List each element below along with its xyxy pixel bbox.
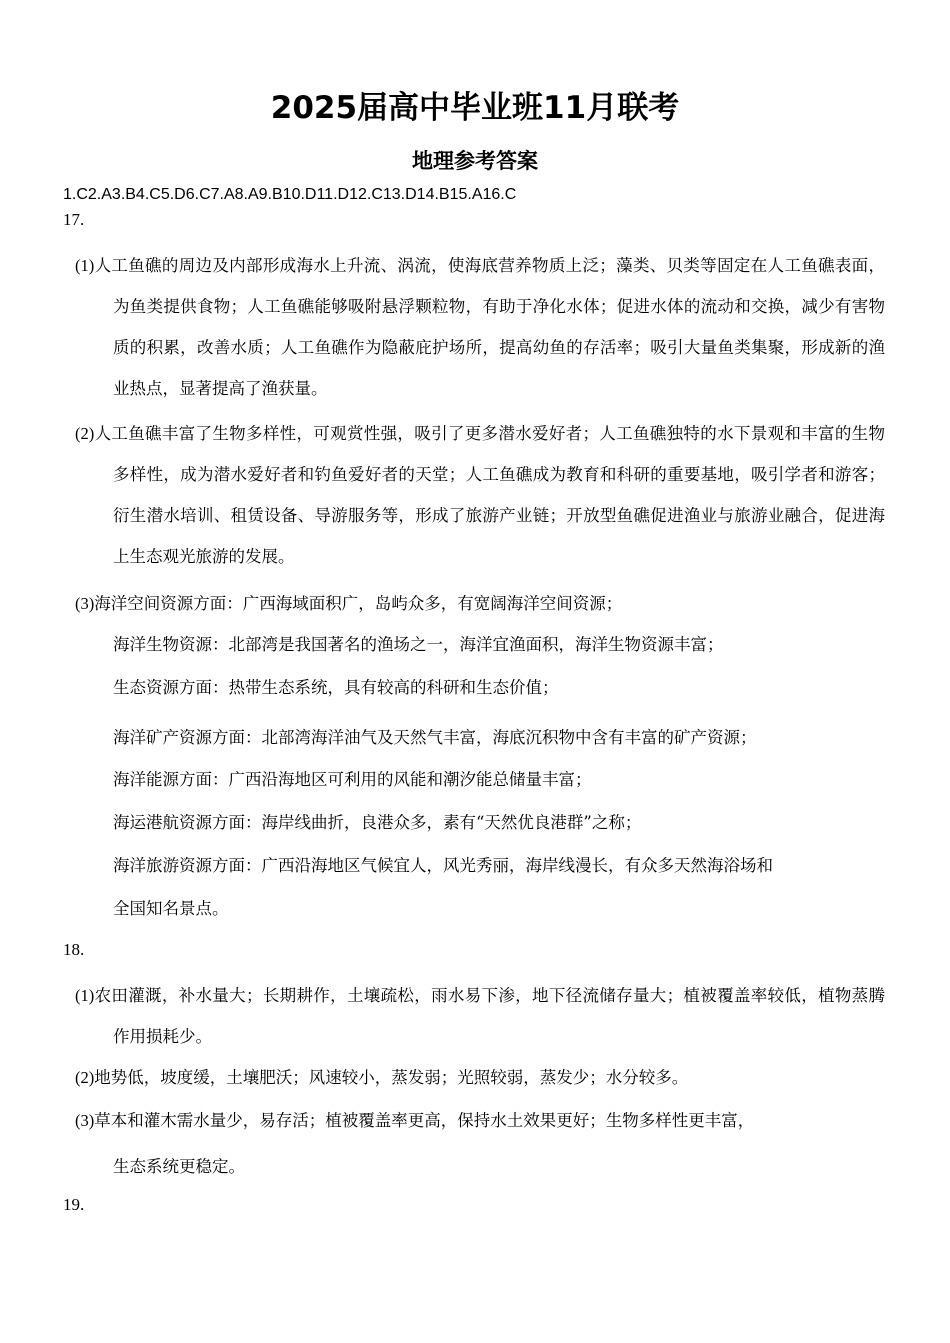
page-subtitle: 地理参考答案: [412, 149, 538, 173]
multiple-choice-answers: 1.C2.A3.B4.C5.D6.C7.A8.A9.B10.D11.D12.C13.D14.B15.A16.C: [63, 186, 517, 203]
q17-part3-line2: 海洋生物资源：北部湾是我国著名的渔场之一，海洋宜渔面积，海洋生物资源丰富；: [113, 635, 724, 654]
q18-part2: [75, 1066, 688, 1090]
q18-part3-line2: 生态系统更稳定。: [113, 1157, 245, 1176]
q17-part2: [75, 413, 885, 577]
q17-part3-number: (3): [75, 594, 95, 613]
q17-part3-line5: 海洋能源方面：广西沿海地区可利用的风能和潮汐能总储量丰富；: [113, 770, 592, 789]
q17-part3-line6: 海运港航资源方面：海岸线曲折，良港众多，素有“天然优良港群”之称；: [113, 813, 642, 832]
q18-part1: [75, 975, 885, 1057]
q17-part2-number: (2): [75, 424, 95, 443]
q17-part3-line8: 全国知名景点。: [113, 899, 229, 918]
q18-part1-text: 农田灌溉，补水量大；长期耕作，土壤疏松，雨水易下渗，地下径流储存量大；植被覆盖率较低，植物蒸腾作用损耗少。: [94, 986, 885, 1046]
question-18-number: 18.: [63, 940, 85, 959]
question-17-number: 17.: [63, 210, 85, 229]
q17-part2-text: 人工鱼礁丰富了生物多样性，可观赏性强，吸引了更多潜水爱好者；人工鱼礁独特的水下景观和丰富的生物多样性，成为潜水爱好者和钓鱼爱好者的天堂；人工鱼礁成为教育和科研的重要基地，吸引学者和游客；衍生潜水培训、租赁设备、导游服务等，形成了旅游产业链；开放型鱼礁促进渔业与旅游业融合，促进海上生态观光旅游的发展。: [94, 424, 885, 566]
q18-part2-number: (2): [75, 1068, 95, 1087]
page-title: 2025届高中毕业班11月联考: [270, 90, 680, 126]
q18-part2-text: 地势低，坡度缓，土壤肥沃；风速较小，蒸发弱；光照较弱，蒸发少；水分较多。: [94, 1068, 689, 1087]
q18-part3-text1: 草本和灌木需水量少，易存活；植被覆盖率更高，保持水土效果更好；生物多样性更丰富，: [94, 1111, 755, 1130]
q17-part3-line4: 海洋矿产资源方面：北部湾海洋油气及天然气丰富，海底沉积物中含有丰富的矿产资源；: [113, 728, 757, 747]
q17-part1-number: (1): [75, 256, 95, 275]
q17-part3-line1: [75, 592, 622, 616]
question-19-number: 19.: [63, 1195, 85, 1214]
q17-part1-text: 人工鱼礁的周边及内部形成海水上升流、涡流，使海底营养物质上泛；藻类、贝类等固定在人工鱼礁表面，为鱼类提供食物；人工鱼礁能够吸附悬浮颗粒物，有助于净化水体；促进水体的流动和交换，减少有害物质的积累，改善水质；人工鱼礁作为隐蔽庇护场所，提高幼鱼的存活率；吸引大量鱼类集聚，形成新的渔业热点，显著提高了渔获量。: [94, 256, 885, 398]
q17-part3-text1: 海洋空间资源方面：广西海域面积广，岛屿众多，有宽阔海洋空间资源；: [94, 594, 623, 613]
q18-part3-number: (3): [75, 1111, 95, 1130]
q18-part3-line1: [75, 1109, 754, 1133]
q18-part1-number: (1): [75, 986, 95, 1005]
q17-part1: [75, 245, 885, 409]
q17-part3-line7: 海洋旅游资源方面：广西沿海地区气候宜人，风光秀丽，海岸线漫长，有众多天然海浴场和: [113, 856, 773, 875]
q17-part3-line3: 生态资源方面：热带生态系统，具有较高的科研和生态价值；: [113, 678, 559, 697]
